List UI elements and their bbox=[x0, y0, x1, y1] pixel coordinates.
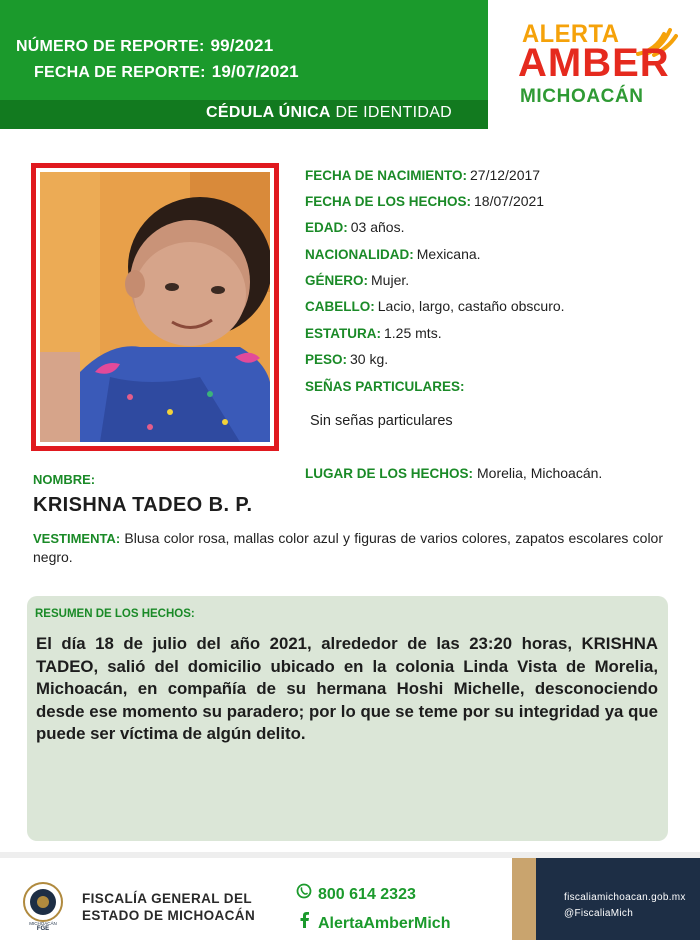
event-date-value: 18/07/2021 bbox=[474, 193, 545, 209]
field-weight bbox=[305, 351, 388, 367]
whatsapp-phone-icon bbox=[296, 883, 312, 904]
nationality-value: Mexicana. bbox=[416, 246, 481, 262]
report-number bbox=[16, 36, 273, 56]
facebook-handle: AlertaAmberMich bbox=[318, 915, 451, 932]
field-hair bbox=[305, 298, 565, 314]
alerta-amber-logo bbox=[488, 0, 700, 129]
marks-value: Sin señas particulares bbox=[310, 413, 453, 429]
document-title bbox=[206, 104, 452, 122]
contact-facebook[interactable] bbox=[296, 911, 450, 933]
logo-state-text: MICHOACÁN bbox=[520, 86, 644, 107]
field-nationality bbox=[305, 246, 481, 262]
missing-person-photo bbox=[31, 163, 279, 451]
hair-value: Lacio, largo, castaño obscuro. bbox=[377, 298, 565, 314]
height-value: 1.25 mts. bbox=[384, 325, 442, 341]
child-portrait-illustration bbox=[40, 172, 270, 442]
fge-seal-icon bbox=[18, 880, 68, 930]
agency-line-2: ESTADO DE MICHOACÁN bbox=[82, 908, 256, 923]
document-title-rest: DE IDENTIDAD bbox=[335, 104, 453, 121]
weight-label: PESO: bbox=[305, 352, 348, 367]
field-marks bbox=[305, 378, 465, 394]
birth-date-label: FECHA DE NACIMIENTO: bbox=[305, 168, 467, 183]
field-height bbox=[305, 325, 442, 341]
field-birth-date bbox=[305, 167, 540, 183]
summary-text: El día 18 de julio del año 2021, alrededor de las 23:20 horas, KRISHNA TADEO, salió del domicilio ubicado en la colonia Linda Vista de Morelia, Michoacán, en compañía de su hermana Hoshi Michelle, desconociendo desde ese momento su paradero; por lo que se teme por su integridad ya que puede ser víctima de algún delito. bbox=[36, 634, 658, 743]
height-label: ESTATURA: bbox=[305, 326, 381, 341]
footer bbox=[0, 858, 700, 940]
place-value: Morelia, Michoacán. bbox=[477, 465, 603, 481]
field-event-date bbox=[305, 193, 544, 209]
report-number-value: 99/2021 bbox=[210, 36, 274, 55]
footer-accent bbox=[512, 858, 536, 940]
field-place bbox=[305, 465, 602, 481]
logo-amber-text: AMBER bbox=[518, 41, 670, 85]
summary-box bbox=[27, 596, 668, 841]
fge-seal-text: FGE bbox=[36, 926, 50, 930]
twitter-handle[interactable]: @FiscaliaMich bbox=[564, 908, 634, 919]
footer-links-panel bbox=[536, 858, 700, 940]
place-label: LUGAR DE LOS HECHOS: bbox=[305, 466, 474, 481]
gender-label: GÉNERO: bbox=[305, 273, 369, 288]
fge-seal-state: MICHOACÁN bbox=[29, 921, 57, 926]
report-date bbox=[34, 62, 299, 82]
field-age bbox=[305, 219, 404, 235]
logo-alerta-text: ALERTA bbox=[522, 20, 620, 48]
clothing-label: VESTIMENTA: bbox=[33, 531, 121, 546]
clothing-value: Blusa color rosa, mallas color azul y figuras de varios colores, zapatos escolares color negro. bbox=[33, 530, 664, 565]
agency-line-1: FISCALÍA GENERAL DEL bbox=[82, 891, 253, 906]
person-name: KRISHNA TADEO B. P. bbox=[33, 494, 253, 516]
age-label: EDAD: bbox=[305, 220, 348, 235]
facebook-icon bbox=[296, 911, 312, 933]
hair-label: CABELLO: bbox=[305, 299, 375, 314]
report-number-label: NÚMERO DE REPORTE: bbox=[16, 38, 205, 55]
age-value: 03 años. bbox=[350, 219, 405, 235]
weight-value: 30 kg. bbox=[350, 351, 389, 367]
report-date-label: FECHA DE REPORTE: bbox=[34, 64, 206, 81]
clothing bbox=[33, 529, 663, 566]
event-date-label: FECHA DE LOS HECHOS: bbox=[305, 194, 472, 209]
gender-value: Mujer. bbox=[371, 272, 410, 288]
birth-date-value: 27/12/2017 bbox=[470, 167, 541, 183]
contact-phone[interactable] bbox=[296, 883, 416, 904]
agency-name bbox=[82, 890, 255, 924]
nationality-label: NACIONALIDAD: bbox=[305, 247, 414, 262]
field-gender bbox=[305, 272, 409, 288]
phone-number: 800 614 2323 bbox=[318, 886, 416, 903]
marks-label: SEÑAS PARTICULARES: bbox=[305, 379, 465, 394]
website-link[interactable]: fiscaliamichoacan.gob.mx bbox=[564, 892, 686, 903]
summary-label: RESUMEN DE LOS HECHOS: bbox=[35, 608, 195, 620]
document-title-bold: CÉDULA ÚNICA bbox=[206, 104, 331, 121]
report-date-value: 19/07/2021 bbox=[211, 62, 299, 81]
name-label: NOMBRE: bbox=[33, 472, 96, 487]
